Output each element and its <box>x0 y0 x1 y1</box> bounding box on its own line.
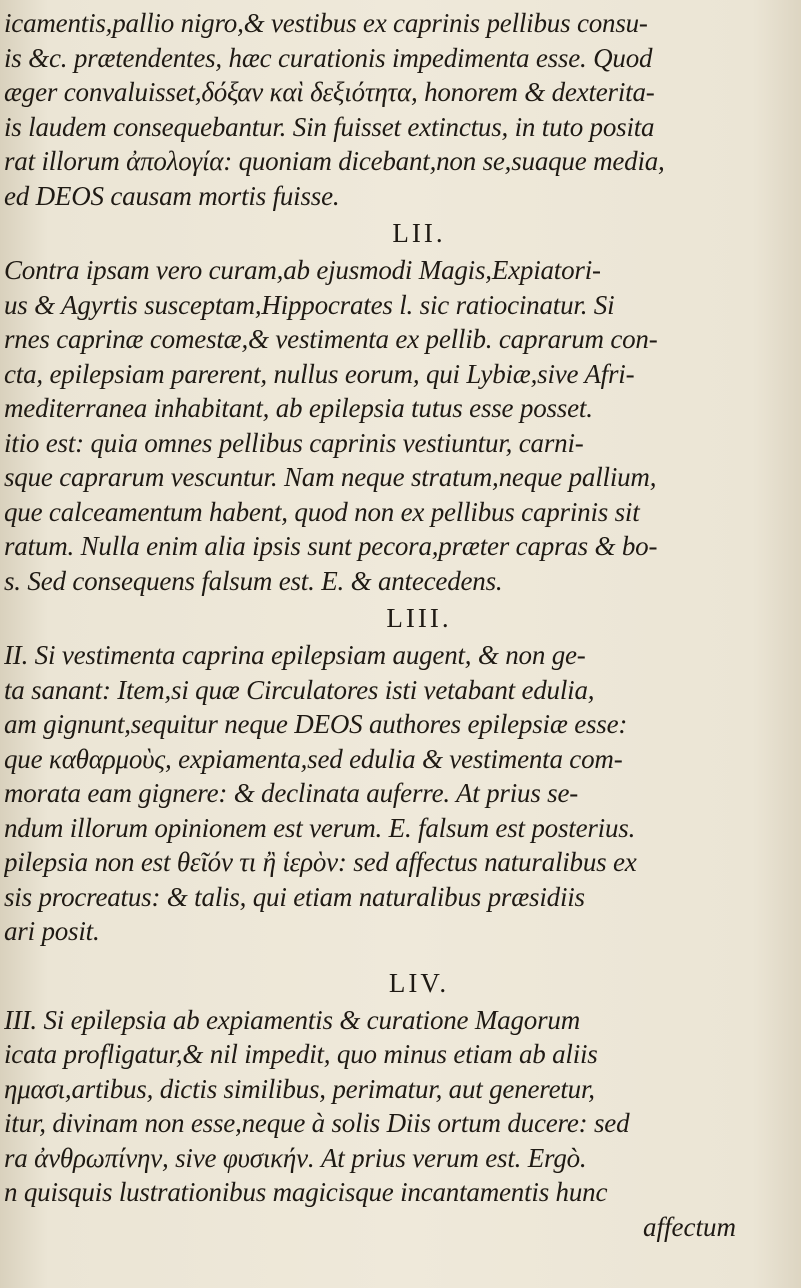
text-line: icamentis,pallio nigro,& vestibus ex caprinis pellibus consu- <box>4 8 648 38</box>
section-53 <box>4 638 794 949</box>
text-line: ed DEOS causam mortis fuisse. <box>4 180 340 211</box>
text-line: is laudem consequebantur. Sin fuisset extinctus, in tuto posita <box>4 111 655 142</box>
text-line: ημασι,artibus, dictis similibus, perimatur, aut generetur, <box>4 1073 595 1104</box>
section-51-tail <box>4 6 794 213</box>
section-54 <box>4 1003 794 1210</box>
text-line: s. Sed consequens falsum est. E. & antecedens. <box>4 565 503 596</box>
text-line: que καθαρμοὺς, expiamenta,sed edulia & vestimenta com- <box>4 743 623 774</box>
text-line: rnes caprinæ comestæ,& vestimenta ex pellib. caprarum con- <box>4 324 658 354</box>
text-line: n quisquis lustrationibus magicisque incantamentis hunc <box>4 1177 608 1207</box>
catchword: affectum <box>643 1211 736 1242</box>
text-line: æger convaluisset,δόξαν καὶ δεξιότητα, honorem & dexterita- <box>4 77 655 107</box>
section-52 <box>4 253 794 598</box>
text-line: us & Agyrtis susceptam,Hippocrates l. sic ratiocinatur. Si <box>4 289 615 320</box>
text-line: ndum illorum opinionem est verum. E. falsum est posterius. <box>4 812 636 843</box>
text-line: itur, divinam non esse,neque à solis Diis ortum ducere: sed <box>4 1108 630 1138</box>
section-heading-53: LIII. <box>386 603 452 633</box>
text-line: mediterranea inhabitant, ab epilepsia tutus esse posset. <box>4 393 593 423</box>
section-heading-54: LIV. <box>388 967 450 998</box>
text-line: morata eam gignere: & declinata auferre. At prius se- <box>4 778 579 808</box>
spacer <box>4 949 794 963</box>
text-line: am gignunt,sequitur neque DEOS authores epilepsiæ esse: <box>4 709 628 739</box>
text-line: icata profligatur,& nil impedit, quo minus etiam ab aliis <box>4 1039 598 1069</box>
text-line: sis procreatus: & talis, qui etiam naturalibus præsidiis <box>4 881 585 912</box>
text-line: ratum. Nulla enim alia ipsis sunt pecora,præter capras & bo- <box>4 531 658 561</box>
section-heading-52: LII. <box>392 218 446 248</box>
text-line: ari posit. <box>4 916 100 946</box>
text-line: itio est: quia omnes pellibus caprinis vestiuntur, carni- <box>4 427 584 458</box>
text-line: que calceamentum habent, quod non ex pellibus caprinis sit <box>4 496 640 527</box>
text-line: II. Si vestimenta caprina epilepsiam augent, & non ge- <box>4 640 586 670</box>
text-line: rat illorum ἀπολογία: quoniam dicebant,non se,suaque media, <box>4 146 665 176</box>
text-line: sque caprarum vescuntur. Nam neque stratum,neque pallium, <box>4 462 657 492</box>
text-line: ra ἀνθρωπίνην, sive φυσικήν. At prius verum est. Ergò. <box>4 1142 587 1173</box>
text-line: III. Si epilepsia ab expiamentis & curatione Magorum <box>4 1004 580 1035</box>
text-line: is &c. prætendentes, hæc curationis impedimenta esse. Quod <box>4 42 653 73</box>
text-line: ta sanant: Item,si quæ Circulatores isti vetabant edulia, <box>4 674 595 705</box>
text-line: pilepsia non est θεῖόν τι ἢ ἱερὸν: sed affectus naturalibus ex <box>4 847 637 877</box>
text-column <box>4 6 794 1244</box>
text-line: cta, epilepsiam parerent, nullus eorum, qui Lybiæ,sive Afri- <box>4 358 635 389</box>
text-line: Contra ipsam vero curam,ab ejusmodi Magis,Expiatori- <box>4 255 601 285</box>
